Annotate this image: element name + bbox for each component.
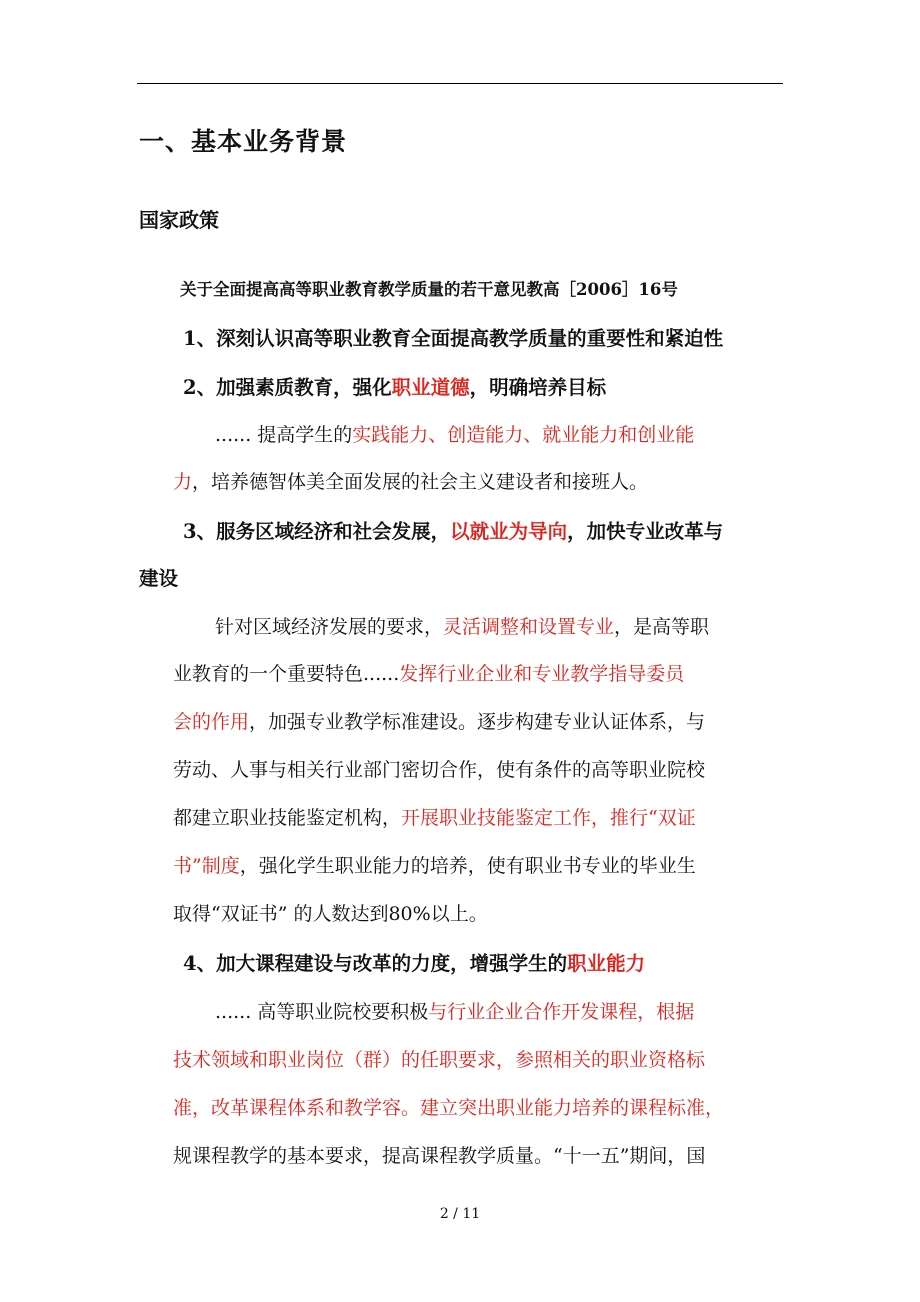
- subsection-heading: 国家政策: [139, 208, 219, 232]
- paragraph-line: 技术领域和职业岗位（群）的任职要求，参照相关的职业资格标: [173, 1049, 706, 1071]
- highlight: 实践能力、创造能力、就业能力和创业能: [352, 424, 695, 446]
- header-rule: [137, 83, 783, 84]
- highlight: 发挥行业企业和专业教学指导委员: [399, 663, 685, 685]
- paragraph-line: 业教育的一个重要特色......发挥行业企业和专业教学指导委员: [173, 663, 685, 685]
- point-4: 4、加大课程建设与改革的力度，增强学生的职业能力: [183, 952, 646, 975]
- highlight: 书”制度: [173, 855, 240, 877]
- paragraph-line: ...... 高等职业院校要积极与行业企业合作开发课程，根据: [215, 1001, 695, 1023]
- paragraph-line: 书”制度，强化学生职业能力的培养，使有职业书专业的毕业生: [173, 855, 696, 877]
- paragraph-line: 取得“双证书” 的人数达到80%以上。: [173, 903, 488, 925]
- paragraph-line: 劳动、人事与相关行业部门密切合作，使有条件的高等职业院校: [173, 759, 706, 781]
- highlight: 以就业为导向: [450, 520, 568, 543]
- section-heading: 一、基本业务背景: [139, 127, 348, 156]
- highlight: 灵活调整和设置专业: [443, 616, 615, 638]
- paragraph-line: 都建立职业技能鉴定机构，开展职业技能鉴定工作，推行“双证: [173, 807, 696, 829]
- page-number: 2 / 11: [439, 1206, 481, 1222]
- point-1: 1、深刻认识高等职业教育全面提高教学质量的重要性和紧迫性: [183, 327, 724, 350]
- highlight: 会的作用: [173, 711, 250, 733]
- highlight: 职业能力: [567, 952, 646, 975]
- paragraph-line: 力，培养德智体美全面发展的社会主义建设者和接班人。: [173, 471, 649, 493]
- point-3: 3、服务区域经济和社会发展，以就业为导向，加快专业改革与: [183, 520, 724, 543]
- paragraph-line: 会的作用，加强专业教学标准建设。逐步构建专业认证体系，与: [173, 711, 706, 733]
- paragraph-line: 准，改革课程体系和教学容。建立突出职业能力培养的课程标准，: [173, 1097, 725, 1119]
- paragraph-line: 规课程教学的基本要求，提高课程教学质量。“十一五”期间，国: [173, 1145, 706, 1167]
- highlight: 与行业企业合作开发课程，根据: [428, 1001, 695, 1023]
- point-2: 2、加强素质教育，强化职业道德，明确培养目标: [183, 376, 607, 399]
- point-3-cont: 建设: [139, 567, 179, 590]
- paragraph-line: ...... 提高学生的实践能力、创造能力、就业能力和创业能: [215, 424, 695, 446]
- paragraph-line: 针对区域经济发展的要求，灵活调整和设置专业，是高等职: [215, 616, 710, 638]
- document-reference: 关于全面提高高等职业教育教学质量的若干意见教高［2006］16号: [180, 280, 678, 299]
- highlight: 力: [173, 471, 193, 493]
- highlight: 开展职业技能鉴定工作，推行“双证: [401, 807, 696, 829]
- highlight: 职业道德: [391, 376, 470, 399]
